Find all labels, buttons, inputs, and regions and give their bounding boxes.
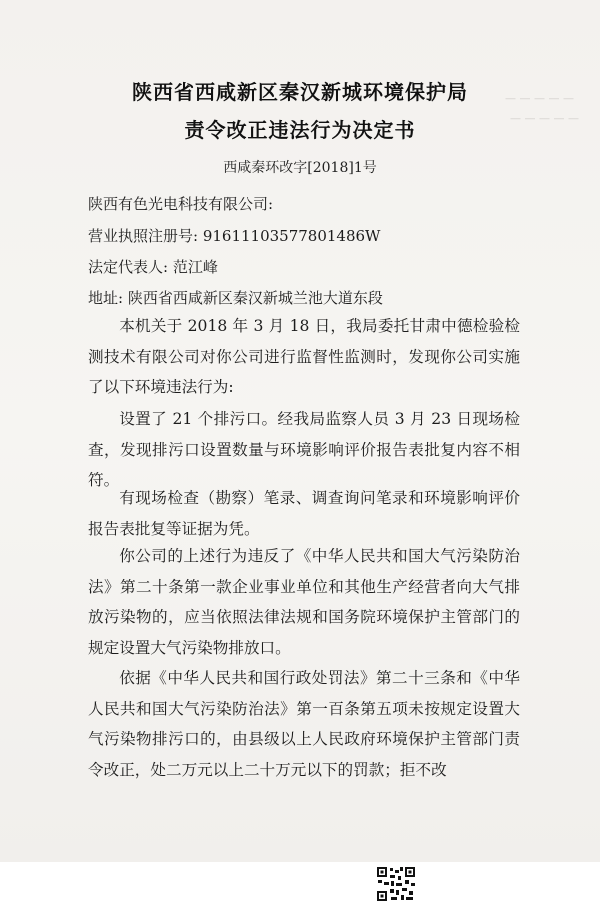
license-number-line: 营业执照注册号: 916111035778014​86W — [88, 227, 381, 245]
paragraph-evidence: 有现场检查（勘察）笔录、调查询问笔录和环境影响评价报告表批复等证据为凭。 — [88, 489, 520, 538]
bleed-through-text: — — — — — — [510, 112, 579, 125]
recipient-line: 陕西有色光电科技有限公司: — [88, 195, 274, 213]
document-title-line2: 责令改正违法行为决定书 — [184, 118, 416, 142]
paragraph-law-violated: 你公司的上述行为违反了《中华人民共和国大气污染防治法》第二十条第一款企业事业单位和其他生产经营者向大气排放污染物的，应当依照法律法规和国务院环境保护主管部门的规定设置大气污染物排放口。 — [88, 547, 520, 657]
paragraph-penalty-basis: 依据《中华人民共和国行政处罚法》第二十三条和《中华人民共和国大气污染防治法》第一百条第五项未按规定设置大气污染物排污口的，由县级以上人民政府环境保护主管部门责令改正，处二万元以上二十万元以下的罚款；拒不改 — [88, 669, 520, 779]
legal-representative-line: 法定代表人: 范江峰 — [88, 258, 218, 276]
document-title-line1: 陕西省西咸新区秦汉新城环境保护局 — [132, 80, 468, 104]
bleed-through-text: — — — — — — [505, 92, 574, 105]
paragraph-findings: 本机关于 2018 年 3 月 18 日，我局委托甘肃中德检验检测技术有限公司对你公司进行监督性监测时，发现你公司实施了以下环境违法行为: — [88, 317, 520, 396]
address-line: 地址: 陕西省西咸新区秦汉新城兰池大道东段 — [88, 289, 383, 307]
paragraph-violation-detail: 设置了 21 个排污口。经我局监察人员 3 月 23 日现场检查，发现排污口设置数量与环境影响评价报告表批复内容不相符。 — [88, 410, 520, 489]
qr-code-icon — [376, 866, 416, 902]
document-number: 西咸秦环改字[2018]1号 — [223, 160, 377, 176]
